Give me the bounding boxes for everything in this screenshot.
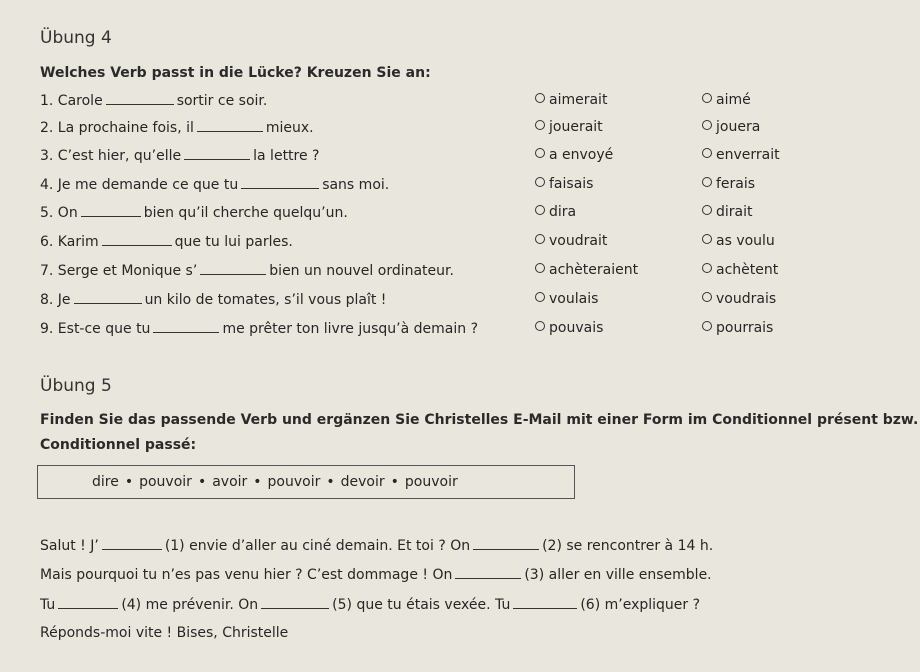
option-label: a envoyé	[549, 147, 614, 163]
exercise-5-instruction-line-1: Finden Sie das passende Verb und ergänzen Sie Christelles E-Mail mit einer Form im Conditionnel présent bzw.	[40, 412, 919, 428]
sentence-start: 3. C’est hier, qu’elle	[40, 148, 182, 164]
option-1[interactable]	[535, 320, 603, 336]
option-1[interactable]	[535, 291, 598, 307]
exercise-4-instruction: Welches Verb passt in die Lücke? Kreuzen Sie an:	[40, 65, 431, 81]
radio-circle-icon[interactable]	[702, 205, 712, 215]
email-text: (2) se rencontrer à 14 h.	[542, 538, 714, 554]
option-label: jouera	[716, 119, 761, 135]
answer-blank[interactable]	[200, 262, 266, 275]
option-label: voulais	[549, 291, 599, 307]
exercise-4-item-7	[40, 262, 880, 284]
radio-circle-icon[interactable]	[535, 263, 545, 273]
item-sentence	[40, 320, 478, 337]
answer-blank[interactable]	[455, 566, 521, 579]
answer-blank[interactable]	[197, 119, 263, 132]
option-2[interactable]	[702, 92, 751, 108]
sentence-start: 7. Serge et Monique s’	[40, 263, 198, 279]
word-bank-item: dire	[92, 474, 119, 490]
email-text: (5) que tu étais vexée. Tu	[332, 597, 511, 613]
word-bank-item: pouvoir	[404, 474, 458, 490]
exercise-4-item-1	[40, 92, 880, 114]
sentence-end: un kilo de tomates, s’il vous plaît !	[144, 292, 387, 308]
exercise-4-item-2	[40, 119, 880, 141]
email-signoff: Réponds-moi vite ! Bises, Christelle	[40, 625, 289, 641]
bullet-separator: •	[124, 474, 134, 490]
radio-circle-icon[interactable]	[535, 120, 545, 130]
exercise-4-item-6	[40, 233, 880, 255]
email-line-2	[40, 566, 712, 583]
option-label: achèteraient	[549, 262, 639, 278]
sentence-start: 5. On	[40, 205, 78, 221]
radio-circle-icon[interactable]	[535, 93, 545, 103]
email-text: Tu	[40, 597, 56, 613]
option-1[interactable]	[535, 147, 613, 163]
sentence-start: 9. Est-ce que tu	[40, 321, 151, 337]
word-bank-item: devoir	[340, 474, 385, 490]
radio-circle-icon[interactable]	[535, 292, 545, 302]
option-1[interactable]	[535, 233, 607, 249]
option-label: aimé	[716, 92, 751, 108]
email-text: (1) envie d’aller au ciné demain. Et toi ? On	[164, 538, 471, 554]
answer-blank[interactable]	[102, 537, 162, 550]
radio-circle-icon[interactable]	[702, 177, 712, 187]
radio-circle-icon[interactable]	[702, 234, 712, 244]
item-sentence	[40, 204, 348, 221]
item-sentence	[40, 92, 267, 109]
radio-circle-icon[interactable]	[702, 263, 712, 273]
sentence-start: 6. Karim	[40, 234, 99, 250]
option-label: pouvais	[549, 320, 604, 336]
item-sentence	[40, 233, 293, 250]
option-label: pourrais	[716, 320, 774, 336]
option-label: faisais	[549, 176, 594, 192]
option-1[interactable]	[535, 262, 638, 278]
email-line-3	[40, 596, 700, 613]
option-label: aimerait	[549, 92, 608, 108]
radio-circle-icon[interactable]	[702, 292, 712, 302]
option-label: voudrait	[549, 233, 608, 249]
exercise-5-instruction-line-2: Conditionnel passé:	[40, 437, 197, 453]
option-1[interactable]	[535, 204, 576, 220]
option-2[interactable]	[702, 147, 780, 163]
sentence-start: 1. Carole	[40, 93, 103, 109]
radio-circle-icon[interactable]	[702, 93, 712, 103]
option-2[interactable]	[702, 233, 775, 249]
item-sentence	[40, 147, 319, 164]
answer-blank[interactable]	[74, 291, 142, 304]
radio-circle-icon[interactable]	[535, 321, 545, 331]
answer-blank[interactable]	[241, 176, 319, 189]
sentence-end: la lettre ?	[253, 148, 320, 164]
answer-blank[interactable]	[153, 320, 219, 333]
item-sentence	[40, 262, 454, 279]
answer-blank[interactable]	[473, 537, 539, 550]
radio-circle-icon[interactable]	[702, 321, 712, 331]
bullet-separator: •	[253, 474, 262, 490]
sentence-start: 8. Je	[40, 292, 71, 308]
option-1[interactable]	[535, 92, 607, 108]
item-sentence	[40, 119, 314, 136]
word-bank-box	[37, 465, 575, 499]
sentence-end: sortir ce soir.	[176, 93, 268, 109]
item-sentence	[40, 291, 386, 308]
sentence-end: me prêter ton livre jusqu’à demain ?	[222, 321, 479, 337]
answer-blank[interactable]	[58, 596, 118, 609]
option-label: ferais	[716, 176, 756, 192]
exercise-4-item-4	[40, 176, 880, 198]
sentence-end: sans moi.	[322, 177, 390, 193]
answer-blank[interactable]	[261, 596, 329, 609]
word-bank-item: pouvoir	[267, 474, 321, 490]
bullet-separator: •	[197, 474, 207, 490]
email-line-1	[40, 537, 713, 554]
bullet-separator: •	[326, 474, 335, 490]
answer-blank[interactable]	[513, 596, 577, 609]
sentence-end: bien un nouvel ordinateur.	[269, 263, 454, 279]
answer-blank[interactable]	[184, 147, 250, 160]
word-bank-item: avoir	[212, 474, 248, 490]
email-text: (3) aller en ville ensemble.	[524, 567, 712, 583]
option-1[interactable]	[535, 119, 603, 135]
email-text: Salut ! J’	[40, 538, 99, 554]
option-2[interactable]	[702, 119, 760, 135]
sentence-start: 2. La prochaine fois, il	[40, 120, 194, 136]
option-label: jouerait	[549, 119, 603, 135]
exercise-4-item-3	[40, 147, 880, 169]
option-label: voudrais	[716, 291, 777, 307]
answer-blank[interactable]	[102, 233, 172, 246]
sentence-end: mieux.	[265, 120, 314, 136]
radio-circle-icon[interactable]	[535, 148, 545, 158]
option-label: dirait	[716, 204, 753, 220]
sentence-end: que tu lui parles.	[174, 234, 293, 250]
exercise-4-item-8	[40, 291, 880, 313]
option-label: enverrait	[716, 147, 780, 163]
email-text: Mais pourquoi tu n’es pas venu hier ? C’est dommage ! On	[40, 567, 453, 583]
radio-circle-icon[interactable]	[702, 120, 712, 130]
option-2[interactable]	[702, 262, 778, 278]
email-text: (4) me prévenir. On	[121, 597, 259, 613]
radio-circle-icon[interactable]	[535, 177, 545, 187]
radio-circle-icon[interactable]	[535, 234, 545, 244]
option-label: achètent	[716, 262, 779, 278]
exercise-4-item-9	[40, 320, 880, 342]
option-2[interactable]	[702, 176, 755, 192]
radio-circle-icon[interactable]	[702, 148, 712, 158]
sentence-start: 4. Je me demande ce que tu	[40, 177, 239, 193]
item-sentence	[40, 176, 389, 193]
option-2[interactable]	[702, 204, 753, 220]
option-label: as voulu	[716, 233, 775, 249]
exercise-4-item-5	[40, 204, 880, 226]
option-2[interactable]	[702, 320, 773, 336]
exercise-5-title: Übung 5	[40, 376, 112, 396]
option-2[interactable]	[702, 291, 776, 307]
exercise-4-title: Übung 4	[40, 28, 112, 48]
answer-blank[interactable]	[81, 204, 141, 217]
sentence-end: bien qu’il cherche quelqu’un.	[143, 205, 348, 221]
email-text: (6) m’expliquer ?	[580, 597, 701, 613]
bullet-separator: •	[390, 474, 399, 490]
answer-blank[interactable]	[106, 92, 174, 105]
option-label: dira	[549, 204, 577, 220]
radio-circle-icon[interactable]	[535, 205, 545, 215]
word-bank-item: pouvoir	[139, 474, 192, 490]
option-1[interactable]	[535, 176, 593, 192]
